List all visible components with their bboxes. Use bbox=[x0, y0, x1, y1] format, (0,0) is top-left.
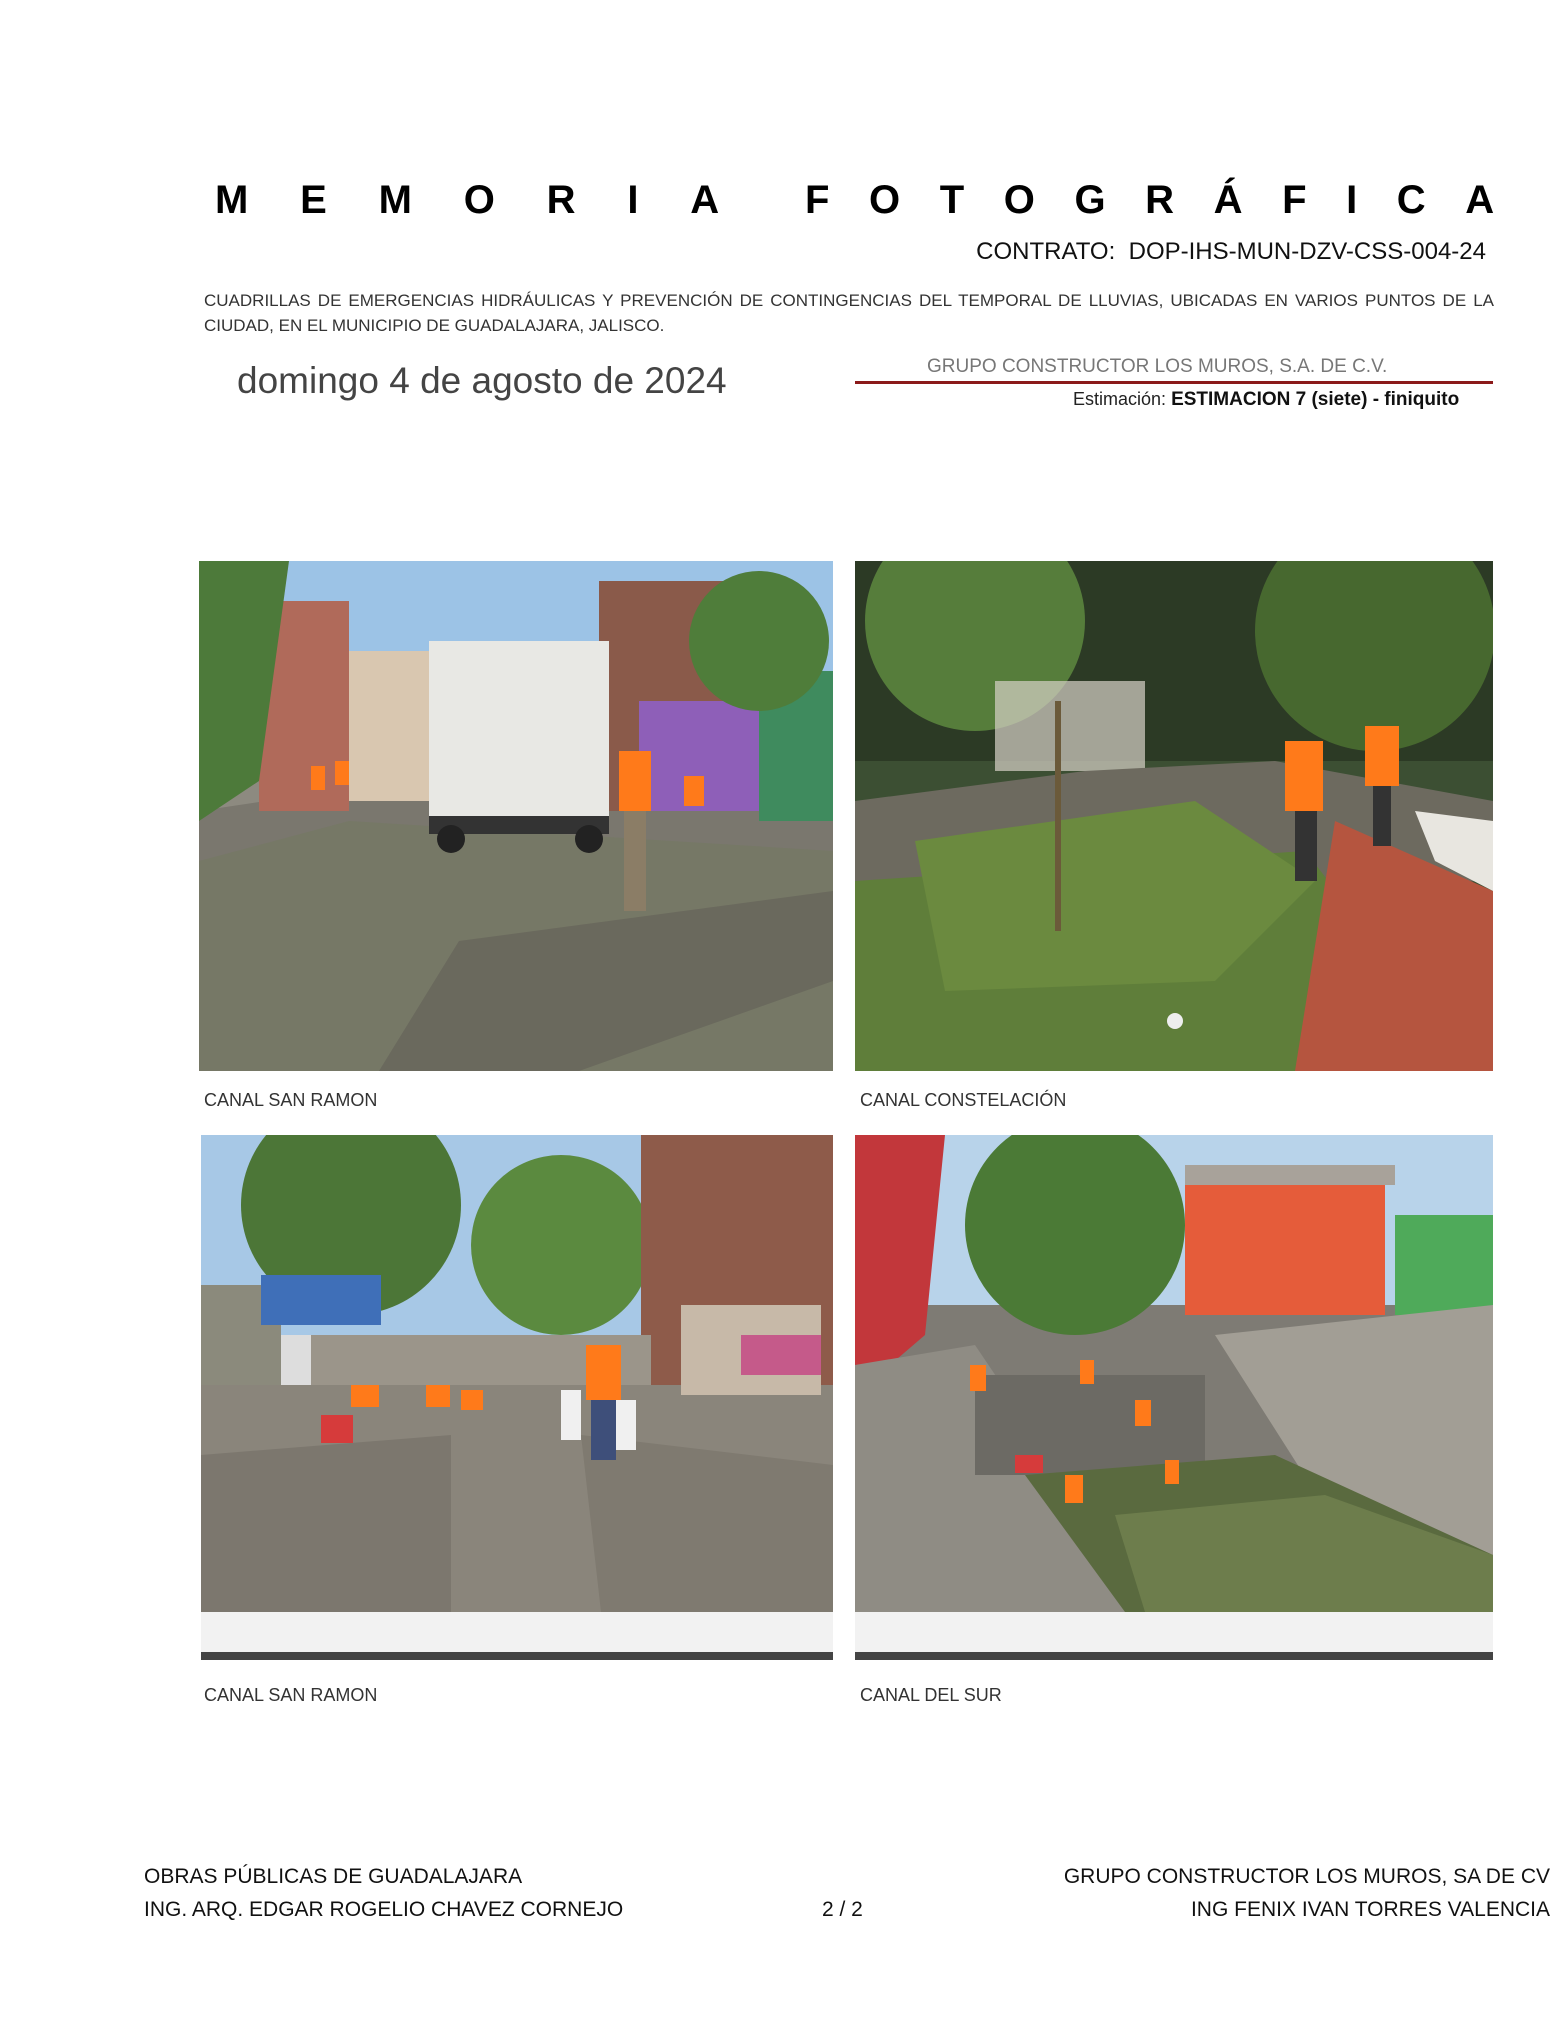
footer-right-signature bbox=[1064, 1860, 1550, 1926]
title-letter: A bbox=[1465, 178, 1495, 222]
photo-divider bbox=[855, 1652, 1493, 1660]
title-letter: F bbox=[1282, 178, 1308, 222]
title-letters-fotografica bbox=[805, 178, 1495, 223]
photo-footer-strip bbox=[201, 1612, 833, 1652]
report-date: domingo 4 de agosto de 2024 bbox=[237, 360, 727, 401]
title-letter: T bbox=[939, 178, 965, 222]
title-letter: O bbox=[1003, 178, 1036, 222]
estimate-line bbox=[1073, 389, 1493, 411]
title-letter: R bbox=[546, 178, 577, 222]
footer-left-person: ING. ARQ. EDGAR ROGELIO CHAVEZ CORNEJO bbox=[144, 1898, 624, 1921]
footer-right-org: GRUPO CONSTRUCTOR LOS MUROS, SA DE CV bbox=[1063, 1865, 1550, 1888]
title-letter: M bbox=[378, 178, 413, 222]
contract-line bbox=[976, 238, 1486, 266]
title-letter: E bbox=[300, 178, 328, 222]
header-divider bbox=[855, 381, 1493, 384]
work-description: CUADRILLAS DE EMERGENCIAS HIDRÁULICAS Y PREVENCIÓN DE CONTINGENCIAS DEL TEMPORAL DE LLUVIAS, UBICADAS EN VARIOS PUNTOS DE LA CIUDAD, EN EL MUNICIPIO DE GUADALAJARA, JALISCO. bbox=[204, 291, 1494, 335]
title-letter: I bbox=[1346, 178, 1359, 222]
title-letter: A bbox=[690, 178, 720, 222]
photo-canal-san-ramon-truck bbox=[199, 561, 833, 1071]
title-letter: O bbox=[463, 178, 496, 222]
photo-caption: CANAL SAN RAMON bbox=[204, 1090, 378, 1110]
title-letter: M bbox=[215, 178, 250, 222]
title-letter: R bbox=[1145, 178, 1175, 222]
photo-caption: CANAL CONSTELACIÓN bbox=[860, 1090, 1067, 1110]
title-letter: C bbox=[1396, 178, 1427, 222]
document-title bbox=[215, 178, 1495, 223]
contractor-name: GRUPO CONSTRUCTOR LOS MUROS, S.A. DE C.V. bbox=[927, 356, 1388, 377]
footer-right-person: ING FENIX IVAN TORRES VALENCIA bbox=[1190, 1898, 1550, 1921]
estimate-label: Estimación: bbox=[1073, 389, 1167, 409]
photo-footer-strip bbox=[855, 1612, 1493, 1652]
photo-divider bbox=[201, 1652, 833, 1660]
photo-canal-san-ramon-workers bbox=[201, 1135, 833, 1612]
title-letters-memoria bbox=[215, 178, 720, 223]
contract-label: CONTRATO: bbox=[976, 238, 1116, 265]
page-number: 2 / 2 bbox=[822, 1898, 863, 1921]
photo-caption: CANAL SAN RAMON bbox=[204, 1685, 378, 1705]
title-letter: Á bbox=[1213, 178, 1244, 222]
photo-caption: CANAL DEL SUR bbox=[860, 1685, 1002, 1705]
title-letter: F bbox=[805, 178, 831, 222]
photo-canal-constelacion bbox=[855, 561, 1493, 1071]
estimate-value: ESTIMACION 7 (siete) - finiquito bbox=[1171, 389, 1460, 410]
footer-left-signature bbox=[144, 1860, 623, 1926]
title-letter: G bbox=[1074, 178, 1107, 222]
title-letter: O bbox=[869, 178, 901, 222]
contract-number: DOP-IHS-MUN-DZV-CSS-004-24 bbox=[1128, 238, 1486, 265]
footer-left-org: OBRAS PÚBLICAS DE GUADALAJARA bbox=[144, 1865, 523, 1888]
photo-canal-del-sur bbox=[855, 1135, 1493, 1612]
title-letter: I bbox=[627, 178, 640, 222]
